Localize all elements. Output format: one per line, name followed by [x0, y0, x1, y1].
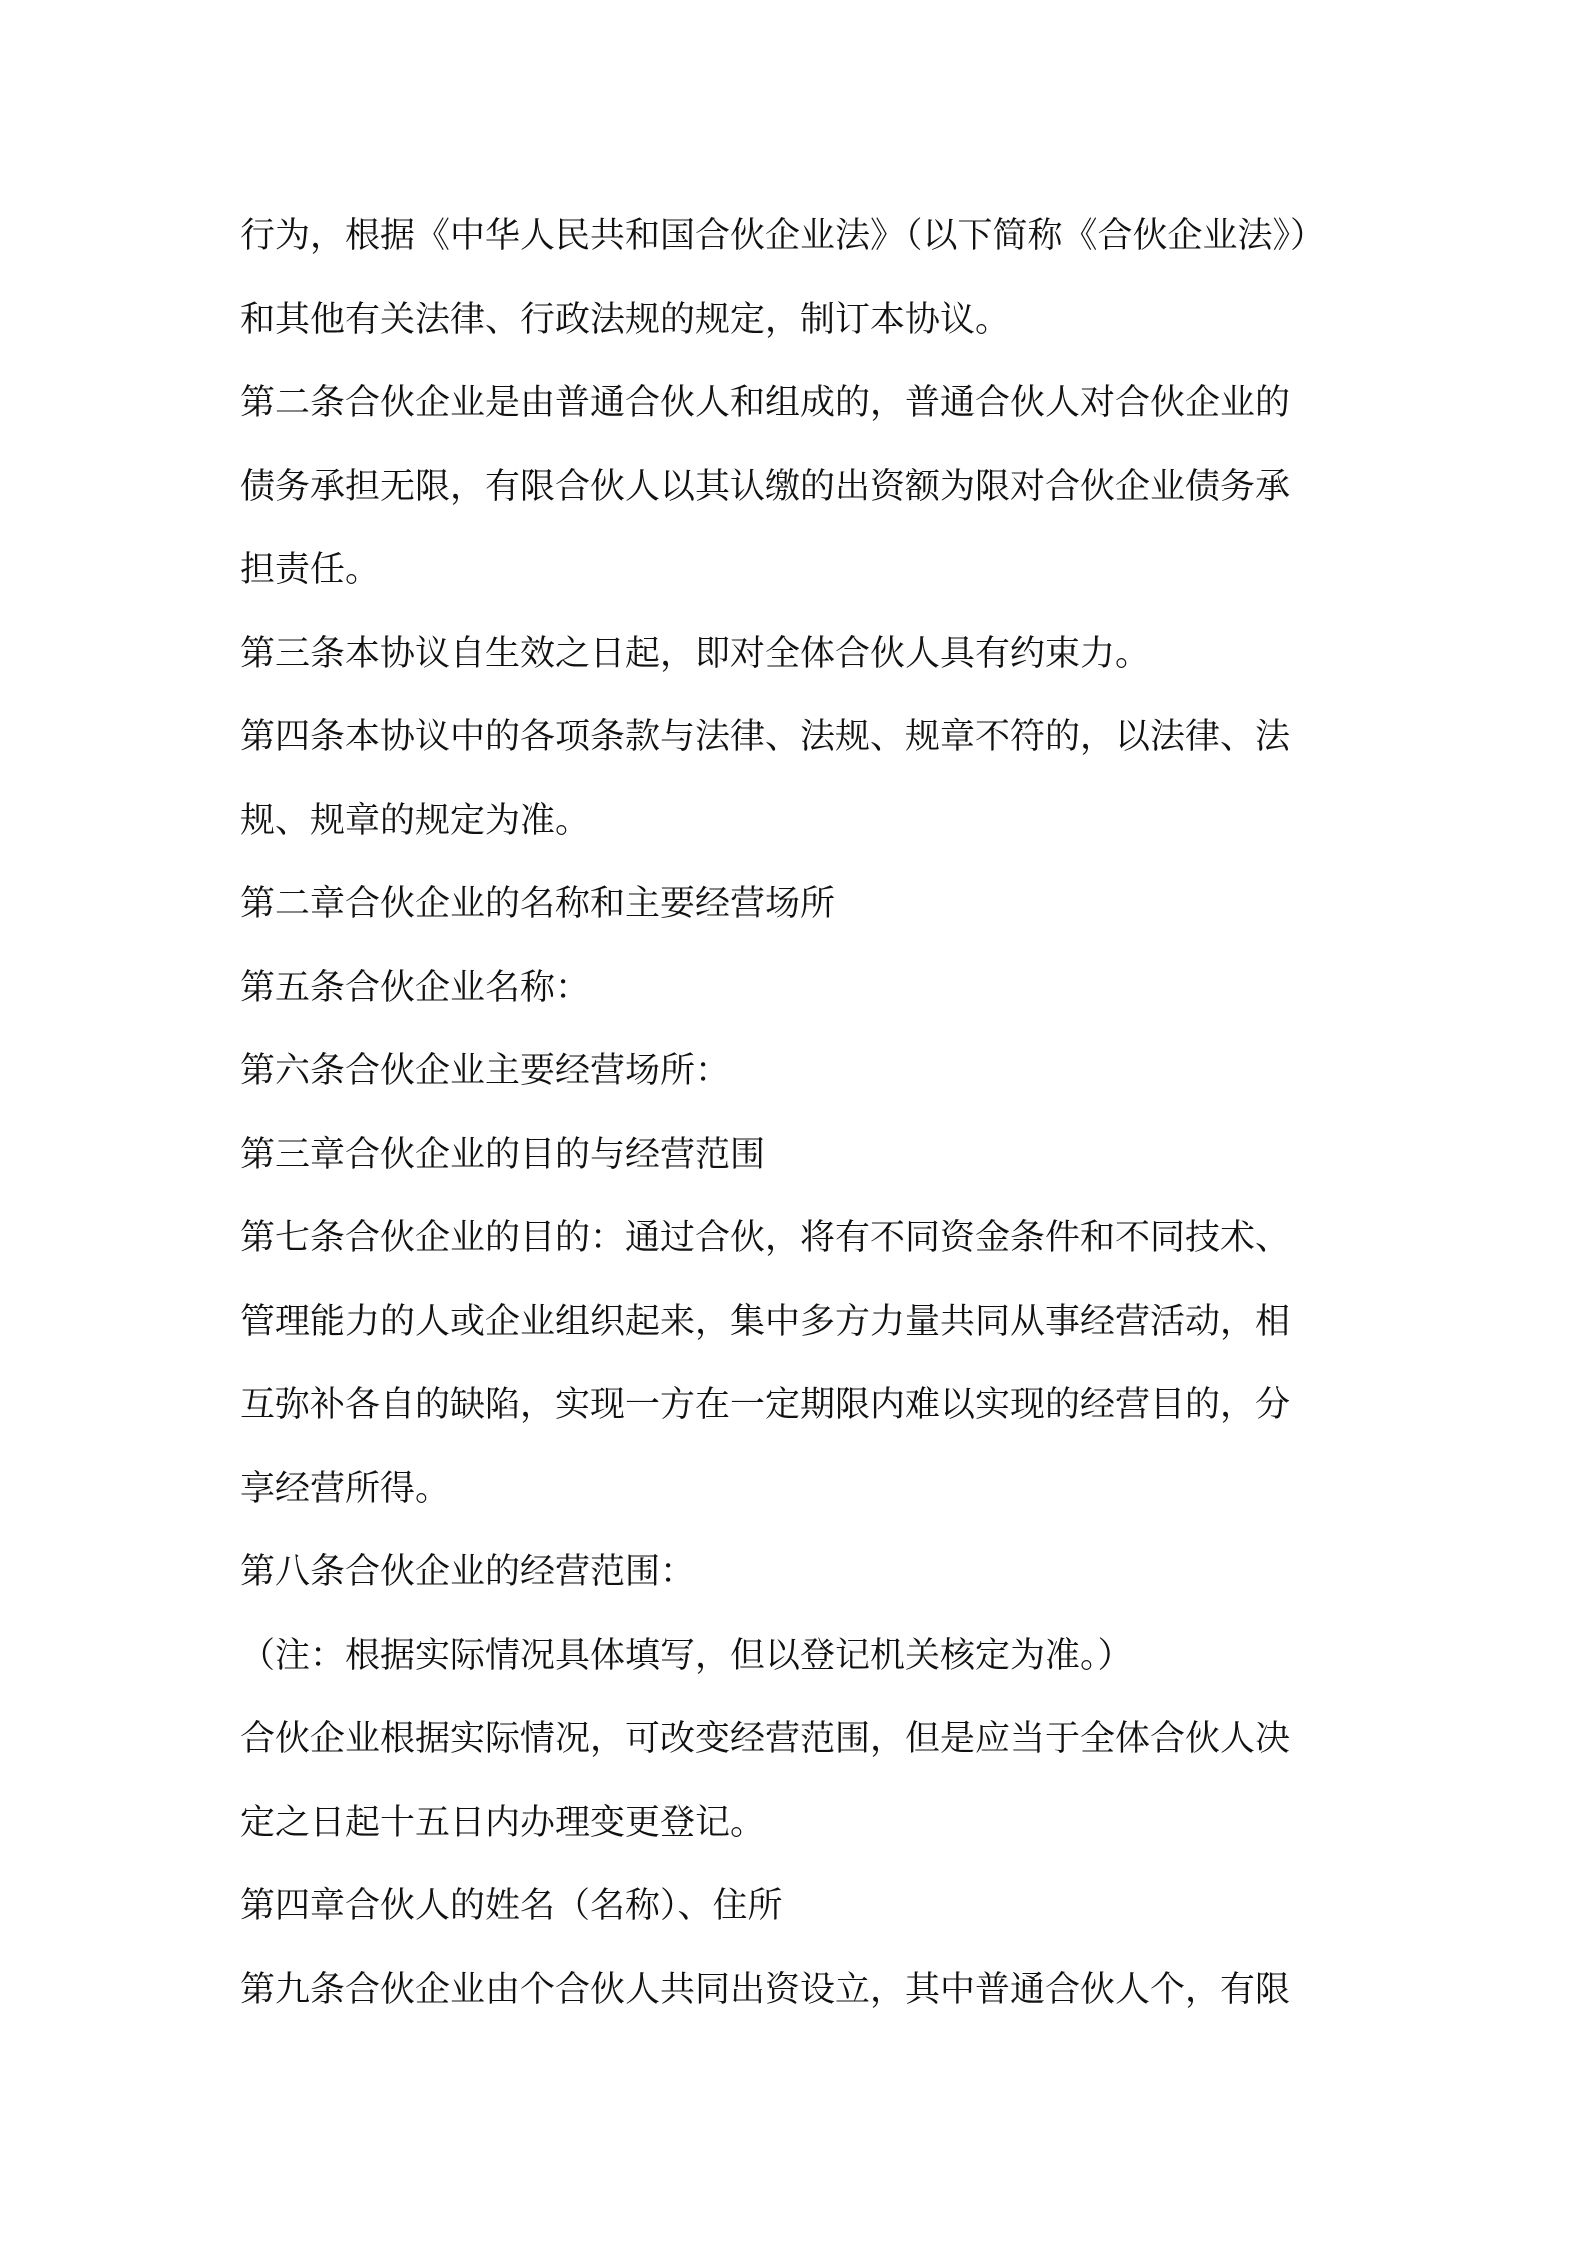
chapter-heading: 第四章合伙人的姓名（名称）、住所 — [240, 1886, 783, 1926]
note-line: （注：根据实际情况具体填写，但以登记机关核定为准。） — [240, 1635, 1133, 1676]
text-line: 第四条本协议中的各项条款与法律、法规、规章不符的，以法律、法 — [240, 717, 1291, 757]
text-line: 第九条合伙企业由个合伙人共同出资设立，其中普通合伙人个，有限 — [240, 1969, 1291, 2010]
chapter-heading: 第三章合伙企业的目的与经营范围 — [240, 1134, 766, 1175]
text-line: 第三条本协议自生效之日起，即对全体合伙人具有约束力。 — [240, 633, 1151, 674]
text-line: 和其他有关法律、行政法规的规定，制订本协议。 — [240, 299, 1011, 340]
text-line: 第二条合伙企业是由普通合伙人和组成的，普通合伙人对合伙企业的 — [240, 383, 1291, 423]
text-line: 行为，根据《中华人民共和国合伙企业法》（以下简称《合伙企业法》） — [240, 216, 1326, 256]
text-line: 互弥补各自的缺陷，实现一方在一定期限内难以实现的经营目的，分 — [240, 1385, 1291, 1425]
text-line: 第六条合伙企业主要经营场所： — [240, 1051, 731, 1091]
text-line: 定之日起十五日内办理变更登记。 — [240, 1802, 766, 1843]
text-line: 合伙企业根据实际情况，可改变经营范围，但是应当于全体合伙人决 — [240, 1719, 1291, 1759]
text-line: 享经营所得。 — [240, 1468, 451, 1509]
text-line: 第七条合伙企业的目的：通过合伙，将有不同资金条件和不同技术、 — [240, 1218, 1291, 1258]
chapter-heading: 第二章合伙企业的名称和主要经营场所 — [240, 884, 836, 924]
text-line: 第八条合伙企业的经营范围： — [240, 1552, 696, 1592]
text-line: 担责任。 — [240, 550, 381, 590]
text-line: 第五条合伙企业名称： — [240, 967, 591, 1008]
text-line: 债务承担无限，有限合伙人以其认缴的出资额为限对合伙企业债务承 — [240, 466, 1291, 507]
text-line: 规、规章的规定为准。 — [240, 800, 591, 841]
document-body — [240, 195, 1360, 2032]
text-line: 管理能力的人或企业组织起来，集中多方力量共同从事经营活动，相 — [240, 1301, 1291, 1342]
